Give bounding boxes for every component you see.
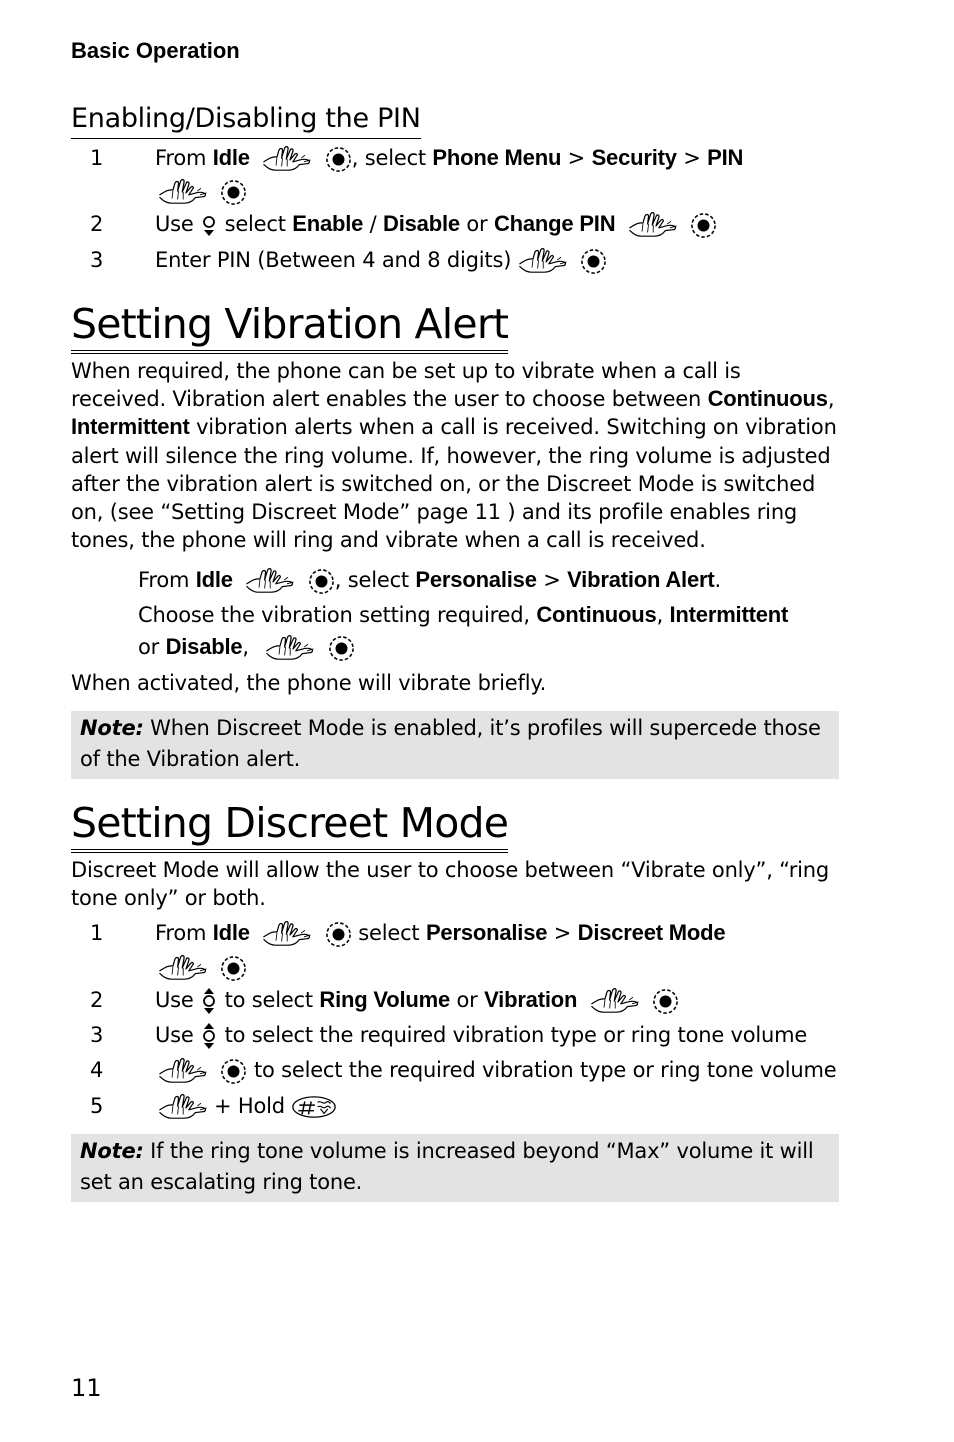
hand-press-icon [245,567,301,595]
hand-press-icon [518,247,574,275]
step-number: 3 [90,248,104,272]
section-title-pin: Enabling/Disabling the PIN [71,102,421,139]
note-text: When Discreet Mode is enabled, it’s profiles will supercede those of the Vibration alert. [80,716,821,771]
note-vibration [71,711,839,779]
vibration-instruction-1 [138,565,721,595]
select-key-icon [652,988,679,1015]
note-label: Note: [80,1139,144,1163]
step-text: > [547,921,578,945]
menu-item-vibration-alert: Vibration Alert [567,567,715,592]
menu-item-disable: Disable [383,211,460,236]
step-number: 4 [90,1058,104,1082]
note-label: Note: [80,716,144,740]
vibration-instruction-3 [138,632,355,662]
discreet-step-1-continued [158,952,247,982]
section-title-vibration: Setting Vibration Alert [71,300,508,354]
vibration-activated-text: When activated, the phone will vibrate briefly. [71,671,547,695]
hand-press-icon [158,178,214,206]
discreet-step-1 [155,918,725,948]
menu-item-vibration: Vibration [484,987,578,1012]
vibration-intro [71,357,841,554]
menu-item-change-pin: Change PIN [493,211,616,236]
step-text: From [155,146,213,170]
hand-press-icon [265,634,321,662]
pin-step-2 [155,209,717,239]
select-key-icon [580,248,607,275]
step-number: 2 [90,988,104,1012]
hand-press-icon [262,920,318,948]
step-text: > [676,146,708,170]
paragraph-text: vibration alerts when a call is received. Switching on vibration alert will silence the ring volume. If, however, the ring volume is adjusted after the vibration alert is switched on, or the Discreet Mode is switched on, (see “Setting Discreet Mode” page 11 ) and its profile enables ring tones, the phone will ring and vibrate when a call is received. [71,415,837,553]
step-text: to select the required vibration type or ring tone volume [247,1058,837,1082]
step-text: / [363,212,384,236]
instruction-text: , select [334,568,416,592]
menu-item-idle: Idle [212,145,250,170]
running-head: Basic Operation [71,38,240,63]
instruction-text: , [242,635,249,659]
instruction-text: > [536,568,568,592]
menu-item-phone-menu: Phone Menu [432,145,562,170]
step-text: + Hold [214,1094,292,1118]
note-discreet [71,1134,839,1202]
discreet-step-5 [158,1091,337,1121]
menu-item-enable: Enable [292,211,364,236]
menu-item-discreet-mode: Discreet Mode [577,920,726,945]
menu-item-pin: PIN [707,145,744,170]
select-key-icon [325,146,352,173]
step-text: > [561,146,592,170]
step-number: 3 [90,1023,104,1047]
step-text: to select [218,988,320,1012]
option-intermittent: Intermittent [669,602,789,627]
pin-step-3 [155,245,607,275]
instruction-text: From [138,568,196,592]
option-disable: Disable [165,634,243,659]
select-key-icon [690,212,717,239]
hand-press-icon [158,1093,214,1121]
paragraph-text: When required, the phone can be set up to vibrate when a call is received. Vibration alert enables the user to choose between [71,359,741,412]
page-number: 11 [71,1374,102,1402]
note-text: If the ring tone volume is increased beyond “Max” volume it will set an escalating ring tone. [80,1139,814,1194]
vibration-instruction-2 [138,600,788,630]
select-key-icon [308,568,335,595]
select-key-icon [220,179,247,206]
hand-press-icon [590,987,646,1015]
step-number: 5 [90,1094,104,1118]
hand-press-icon [262,145,318,173]
step-text: select [351,921,426,945]
step-text: Use [155,1023,201,1047]
section-title-discreet: Setting Discreet Mode [71,799,508,853]
step-text: Use [155,212,201,236]
discreet-intro: Discreet Mode will allow the user to choose between “Vibrate only”, “ring tone only” or both. [71,858,830,911]
step-text: select [218,212,293,236]
step-text: Use [155,988,201,1012]
paragraph-text: , [827,387,835,412]
hand-press-icon [158,1057,214,1085]
instruction-text: Choose the vibration setting required, [138,603,537,627]
pin-step-1 [155,143,743,173]
step-text: or [459,212,494,236]
step-text: or [450,988,485,1012]
step-text: Enter PIN (Between 4 and 8 digits) [155,248,518,272]
instruction-text: , [656,603,670,627]
step-text: , select [351,146,433,170]
select-key-icon [220,955,247,982]
nav-key-updown-icon [200,986,218,1016]
discreet-step-2 [155,985,679,1016]
menu-item-ring-volume: Ring Volume [319,987,451,1012]
nav-key-down-icon [200,212,218,238]
nav-key-updown-icon [200,1021,218,1051]
instruction-text: or [138,635,166,659]
step-number: 2 [90,212,104,236]
hand-press-icon [628,211,684,239]
select-key-icon [328,635,355,662]
hash-key-icon [291,1095,337,1119]
step-text: From [155,921,213,945]
hand-press-icon [158,954,214,982]
step-text: to select the required vibration type or ring tone volume [218,1023,808,1047]
instruction-text: . [714,568,721,592]
option-continuous: Continuous [707,386,828,412]
menu-item-idle: Idle [212,920,250,945]
step-number: 1 [90,146,104,170]
menu-item-idle: Idle [195,567,233,592]
select-key-icon [325,921,352,948]
menu-item-personalise: Personalise [415,567,537,592]
menu-item-security: Security [591,145,677,170]
option-continuous: Continuous [536,602,657,627]
discreet-step-3 [155,1020,807,1051]
pin-step-1-continued [158,176,247,206]
menu-item-personalise: Personalise [425,920,548,945]
option-intermittent: Intermittent [71,414,190,440]
select-key-icon [220,1058,247,1085]
discreet-step-4 [158,1055,837,1085]
step-number: 1 [90,921,104,945]
